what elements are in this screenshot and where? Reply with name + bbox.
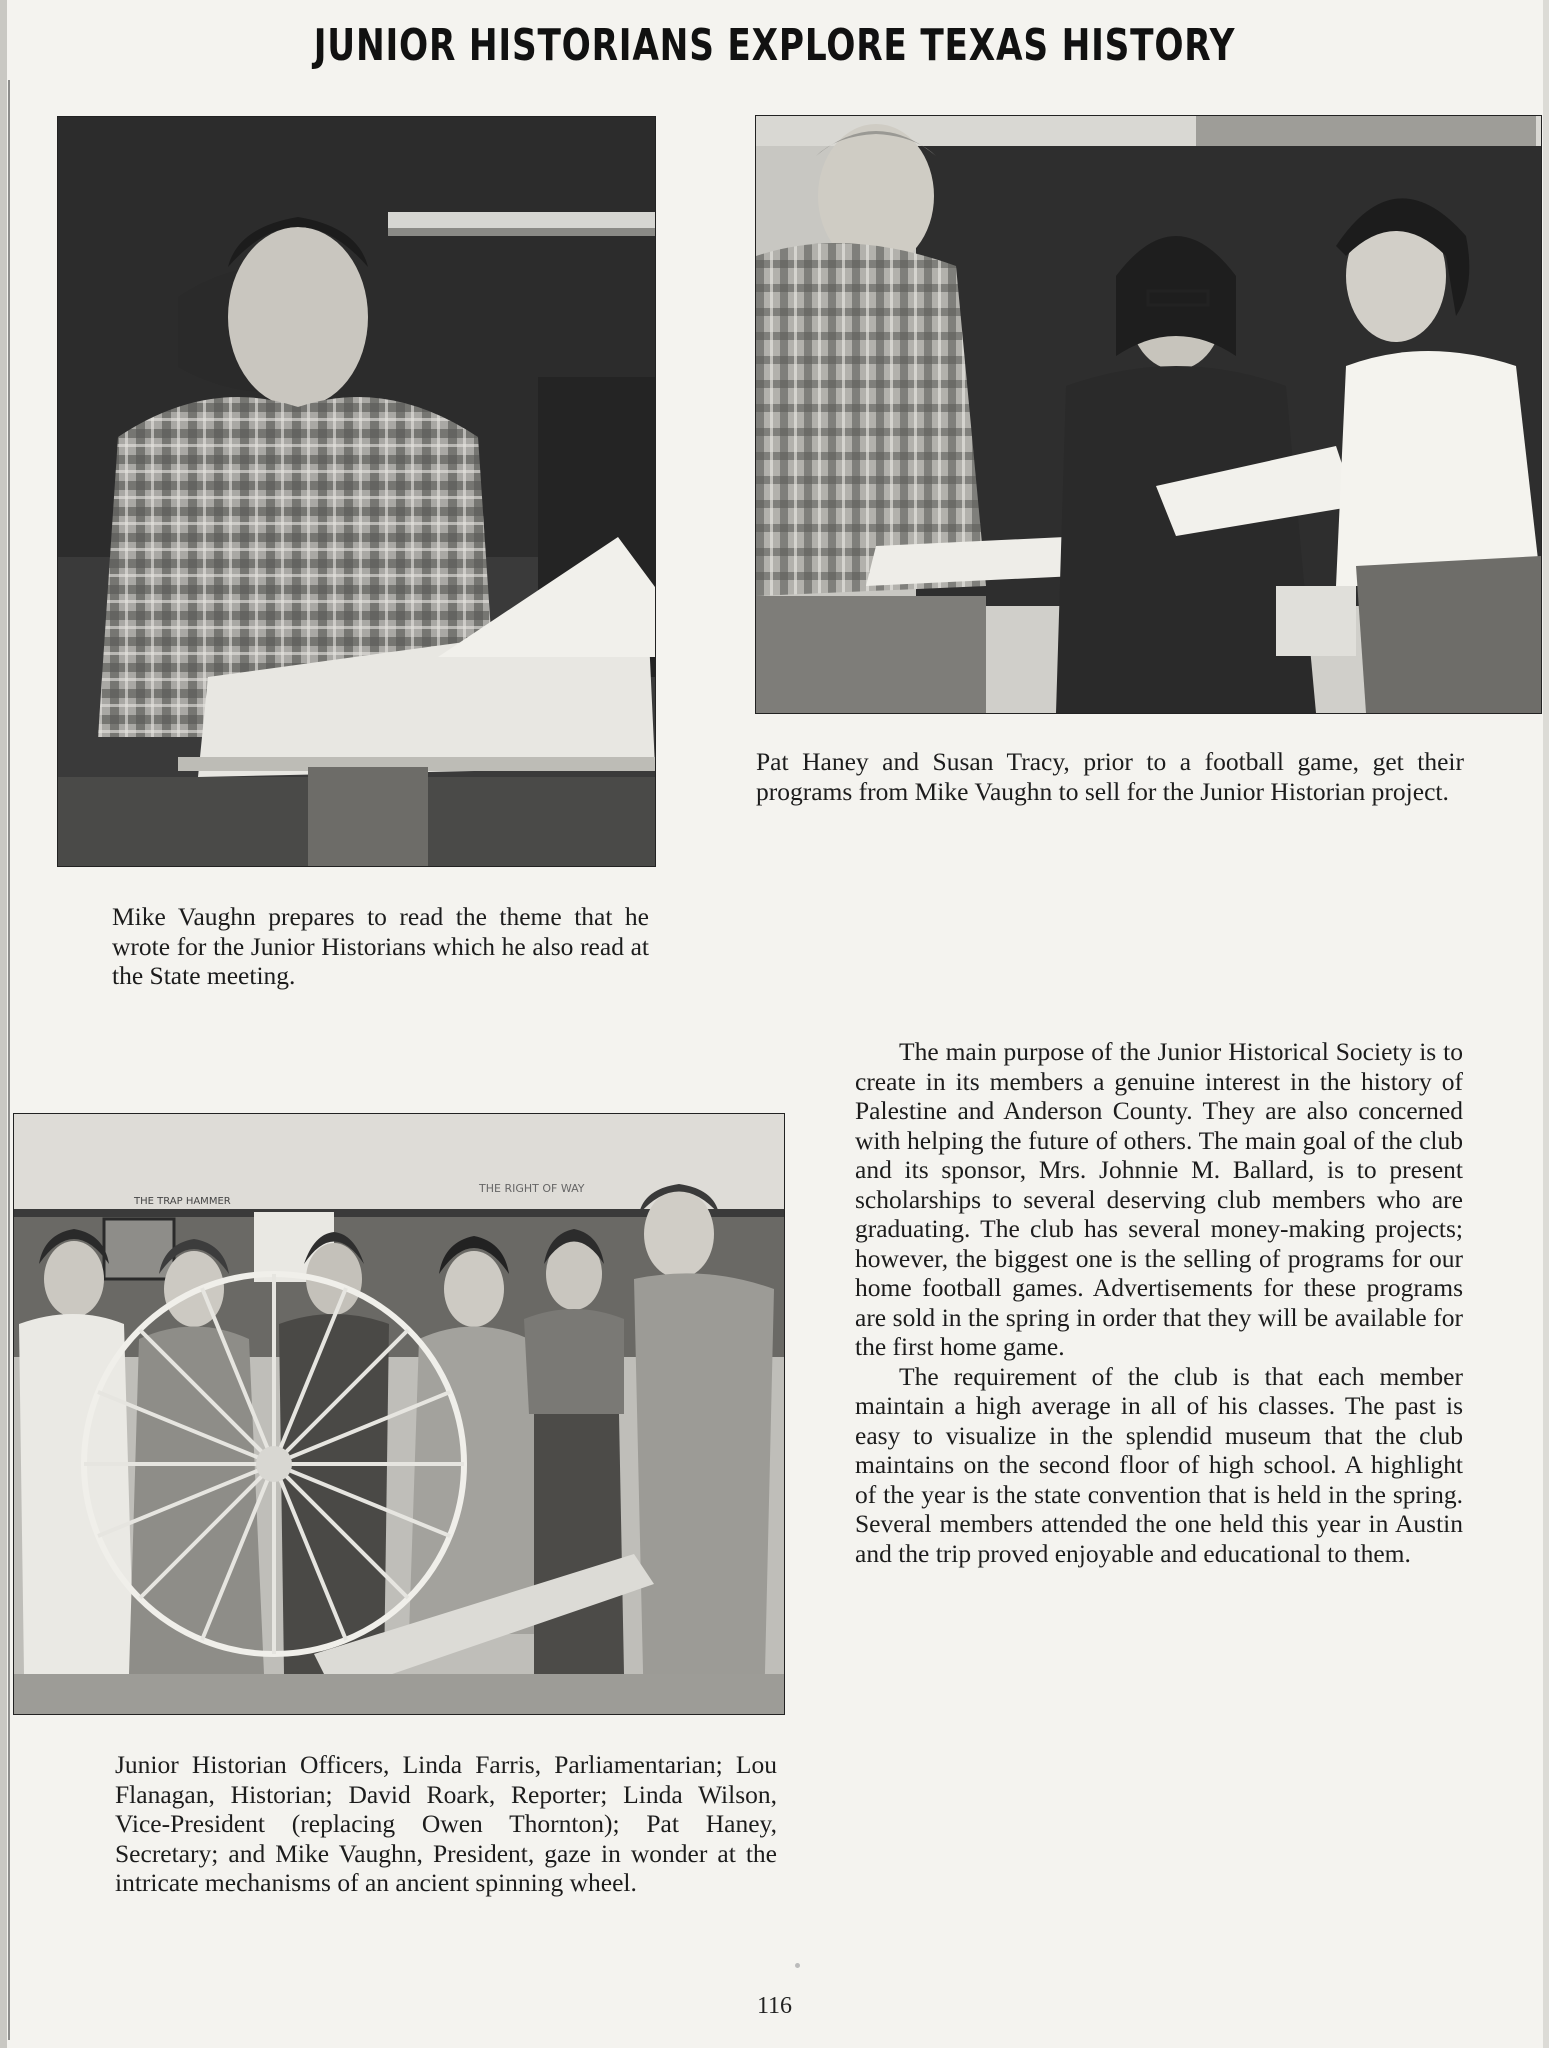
page-mark xyxy=(795,1963,800,1968)
photo-mike-vaughn-image xyxy=(58,117,655,866)
page-binding-edge xyxy=(0,0,7,2048)
article-body xyxy=(855,1037,1463,1568)
article-paragraph: The requirement of the club is that each member maintain a high average in all of his classes. The past is easy to visualize in the splendid museum that the club maintains on the second floor of high school. A highlight of the year is the state convention that is held in the spring. Several members attended the one held this year in Austin and the trip proved enjoyable and educational to them. xyxy=(855,1361,1463,1568)
caption-photo-2: Pat Haney and Susan Tracy, prior to a football game, get their programs from Mike Vaughn to sell for the Junior Historian project. xyxy=(756,747,1464,806)
wall-sign-trap-hammer: THE TRAP HAMMER xyxy=(134,1196,231,1207)
photo-program-exchange xyxy=(755,115,1542,714)
page-title: JUNIOR HISTORIANS EXPLORE TEXAS HISTORY xyxy=(313,20,1236,71)
caption-photo-3: Junior Historian Officers, Linda Farris, Parliamentarian; Lou Flanagan, Historian; David Roark, Reporter; Linda Wilson, Vice-President (replacing Owen Thornton); Pat Haney, Secretary; and Mike Vaughn, President, gaze in wonder at the intricate mechanisms of an ancient spinning wheel. xyxy=(115,1750,777,1897)
photo-program-exchange-image xyxy=(756,116,1541,713)
photo-officers-spinning-wheel-image xyxy=(14,1114,784,1714)
caption-photo-1: Mike Vaughn prepares to read the theme that he wrote for the Junior Historians which he also read at the State meeting. xyxy=(112,902,649,990)
page-number: 116 xyxy=(756,1993,793,2019)
page-right-edge xyxy=(1543,0,1549,2048)
photo-officers-spinning-wheel xyxy=(13,1113,785,1715)
wall-sign-right-of-way: THE RIGHT OF WAY xyxy=(479,1182,585,1195)
photo-mike-vaughn-lectern xyxy=(57,116,656,867)
page-edge-shadow xyxy=(8,80,10,2040)
article-paragraph: The main purpose of the Junior Historical Society is to create in its members a genuine interest in the history of Palestine and Anderson County. They are also concerned with helping the future of others. The main goal of the club and its sponsor, Mrs. Johnnie M. Ballard, is to present scholarships to several deserving club members who are graduating. The club has several money-making projects; however, the biggest one is the selling of programs for our home football games. Advertisements for these programs are sold in the spring in order that they will be available for the first home game. xyxy=(855,1037,1463,1361)
